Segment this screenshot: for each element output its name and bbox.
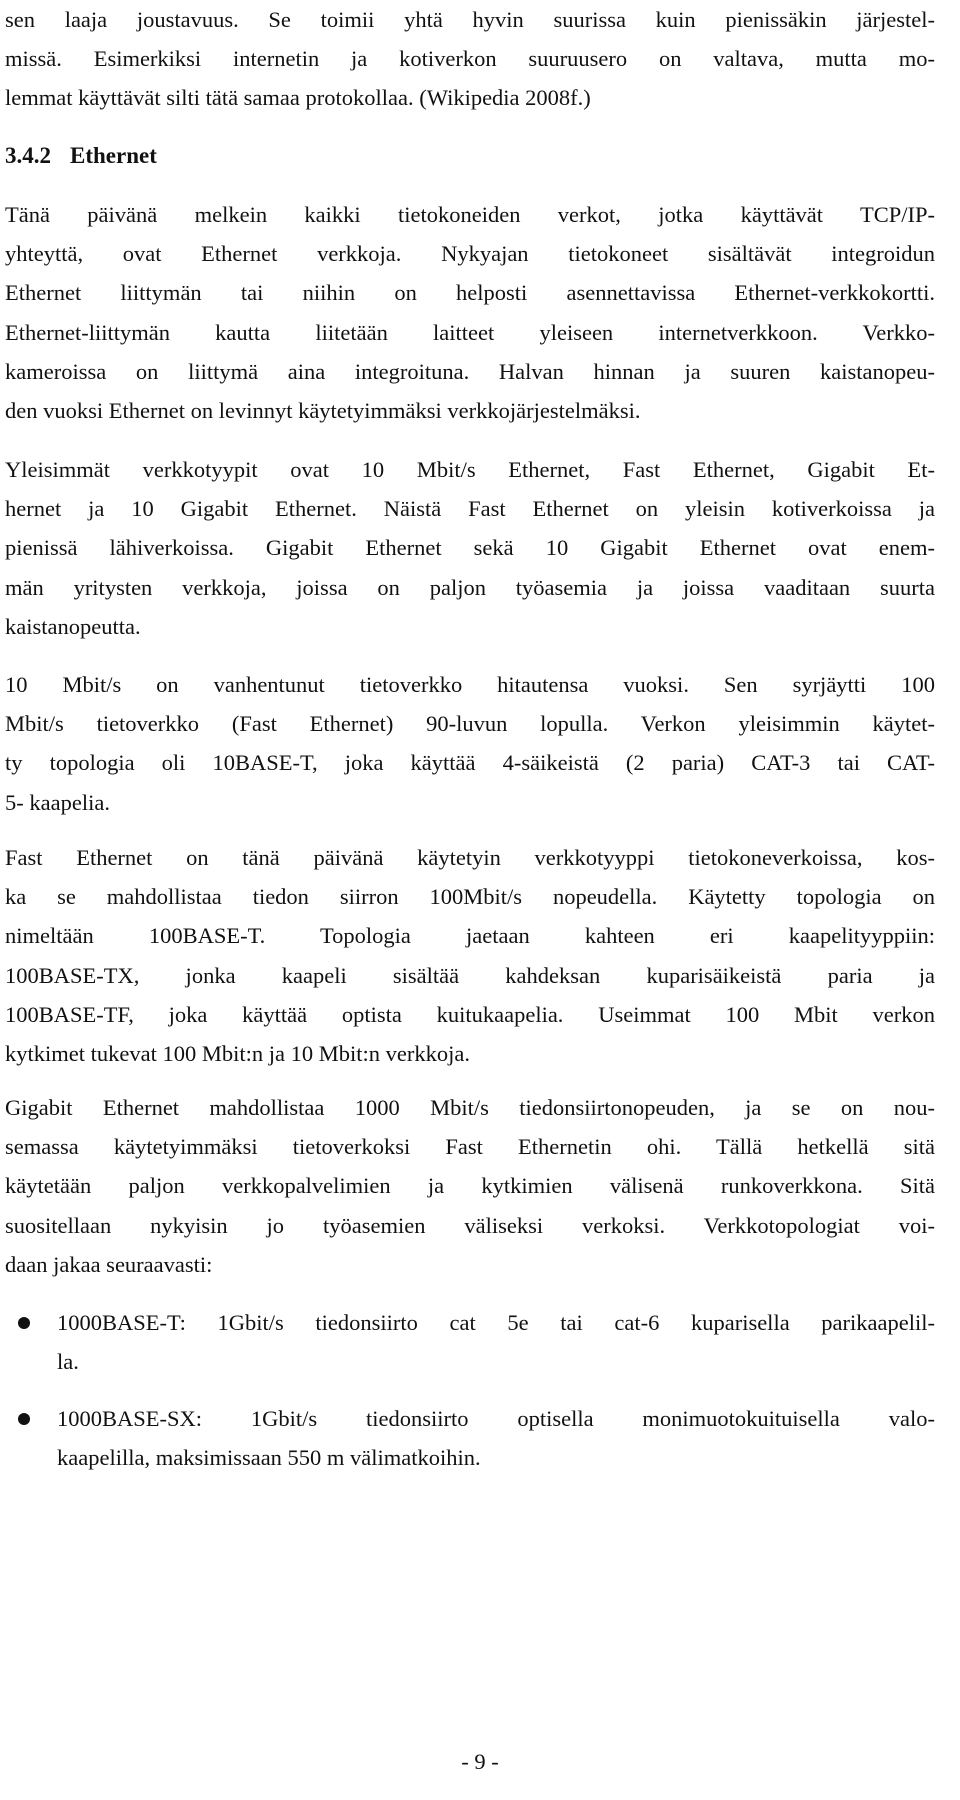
text-line: 10 Mbit/s on vanhentunut tietoverkko hitautensa vuoksi. Sen syrjäytti 100 — [5, 672, 935, 697]
text-line: sen laaja joustavuus. Se toimii yhtä hyvin suurissa kuin pienissäkin järjestel- — [5, 7, 935, 32]
page-number: - 9 - — [461, 1749, 499, 1774]
text-line: pienissä lähiverkoissa. Gigabit Ethernet sekä 10 Gigabit Ethernet ovat enem- — [5, 535, 935, 561]
list-item-line: 1000BASE-SX: 1Gbit/s tiedonsiirto optisella monimuotokuituisella valo- — [57, 1406, 935, 1431]
paragraph-5 — [5, 1088, 935, 1284]
text-line: 100BASE-TX, jonka kaapeli sisältää kahdeksan kuparisäikeistä paria ja — [5, 962, 935, 988]
list-item-line: 1000BASE-T: 1Gbit/s tiedonsiirto cat 5e tai cat-6 kuparisella parikaapelil- — [57, 1310, 935, 1335]
list-item-line: la. — [57, 1349, 79, 1375]
section-heading — [5, 136, 157, 176]
text-line: 100BASE-TF, joka käyttää optista kuitukaapelia. Useimmat 100 Mbit verkon — [5, 1001, 935, 1027]
intro-paragraph — [5, 0, 935, 118]
text-line: Fast Ethernet on tänä päivänä käytetyin verkkotyyppi tietokoneverkoissa, kos- — [5, 845, 935, 870]
text-line: missä. Esimerkiksi internetin ja kotiverkon suuruusero on valtava, mutta mo- — [5, 46, 935, 72]
section-number: 3.4.2 — [5, 143, 51, 168]
text-line: Tänä päivänä melkein kaikki tietokoneiden verkot, jotka käyttävät TCP/IP- — [5, 202, 935, 227]
text-line: kytkimet tukevat 100 Mbit:n ja 10 Mbit:n verkkoja. — [5, 1040, 470, 1066]
text-line: hernet ja 10 Gigabit Ethernet. Näistä Fast Ethernet on yleisin kotiverkoissa ja — [5, 496, 935, 522]
paragraph-4 — [5, 838, 935, 1073]
text-line: Ethernet-liittymän kautta liitetään laitteet yleiseen internetverkkoon. Verkko- — [5, 319, 935, 345]
bullet-icon — [18, 1413, 30, 1425]
text-line: ka se mahdollistaa tiedon siirron 100Mbit/s nopeudella. Käytetty topologia on — [5, 884, 935, 910]
paragraph-1 — [5, 195, 935, 430]
text-line: lemmat käyttävät silti tätä samaa protokollaa. (Wikipedia 2008f.) — [5, 85, 591, 111]
text-line: Ethernet liittymän tai niihin on helposti asennettavissa Ethernet-verkkokortti. — [5, 280, 935, 306]
text-line: 5- kaapelia. — [5, 789, 110, 815]
text-line: yhteyttä, ovat Ethernet verkkoja. Nykyajan tietokoneet sisältävät integroidun — [5, 241, 935, 267]
text-line: kaistanopeutta. — [5, 613, 141, 639]
text-line: män yritysten verkkoja, joissa on paljon työasemia ja joissa vaaditaan suurta — [5, 574, 935, 600]
bullet-icon — [18, 1317, 30, 1329]
text-line: semassa käytetyimmäksi tietoverkoksi Fast Ethernetin ohi. Tällä hetkellä sitä — [5, 1134, 935, 1160]
paragraph-3 — [5, 665, 935, 822]
list-item-line: kaapelilla, maksimissaan 550 m välimatkoihin. — [57, 1445, 481, 1471]
text-line: kameroissa on liittymä aina integroituna. Halvan hinnan ja suuren kaistanopeu- — [5, 358, 935, 384]
text-line: ty topologia oli 10BASE-T, joka käyttää 4-säikeistä (2 paria) CAT-3 tai CAT- — [5, 750, 935, 776]
text-line: Mbit/s tietoverkko (Fast Ethernet) 90-luvun lopulla. Verkon yleisimmin käytet- — [5, 711, 935, 737]
text-line: Gigabit Ethernet mahdollistaa 1000 Mbit/s tiedonsiirtonopeuden, ja se on nou- — [5, 1095, 935, 1120]
text-line: suositellaan nykyisin jo työasemien väliseksi verkoksi. Verkkotopologiat voi- — [5, 1212, 935, 1238]
paragraph-2 — [5, 450, 935, 646]
text-line: Yleisimmät verkkotyypit ovat 10 Mbit/s Ethernet, Fast Ethernet, Gigabit Et- — [5, 457, 935, 482]
text-line: daan jakaa seuraavasti: — [5, 1251, 213, 1277]
text-line: nimeltään 100BASE-T. Topologia jaetaan kahteen eri kaapelityyppiin: — [5, 923, 935, 949]
text-line: den vuoksi Ethernet on levinnyt käytetyimmäksi verkkojärjestelmäksi. — [5, 397, 641, 423]
section-title: Ethernet — [70, 143, 157, 168]
text-line: käytetään paljon verkkopalvelimien ja kytkimien välisenä runkoverkkona. Sitä — [5, 1173, 935, 1199]
